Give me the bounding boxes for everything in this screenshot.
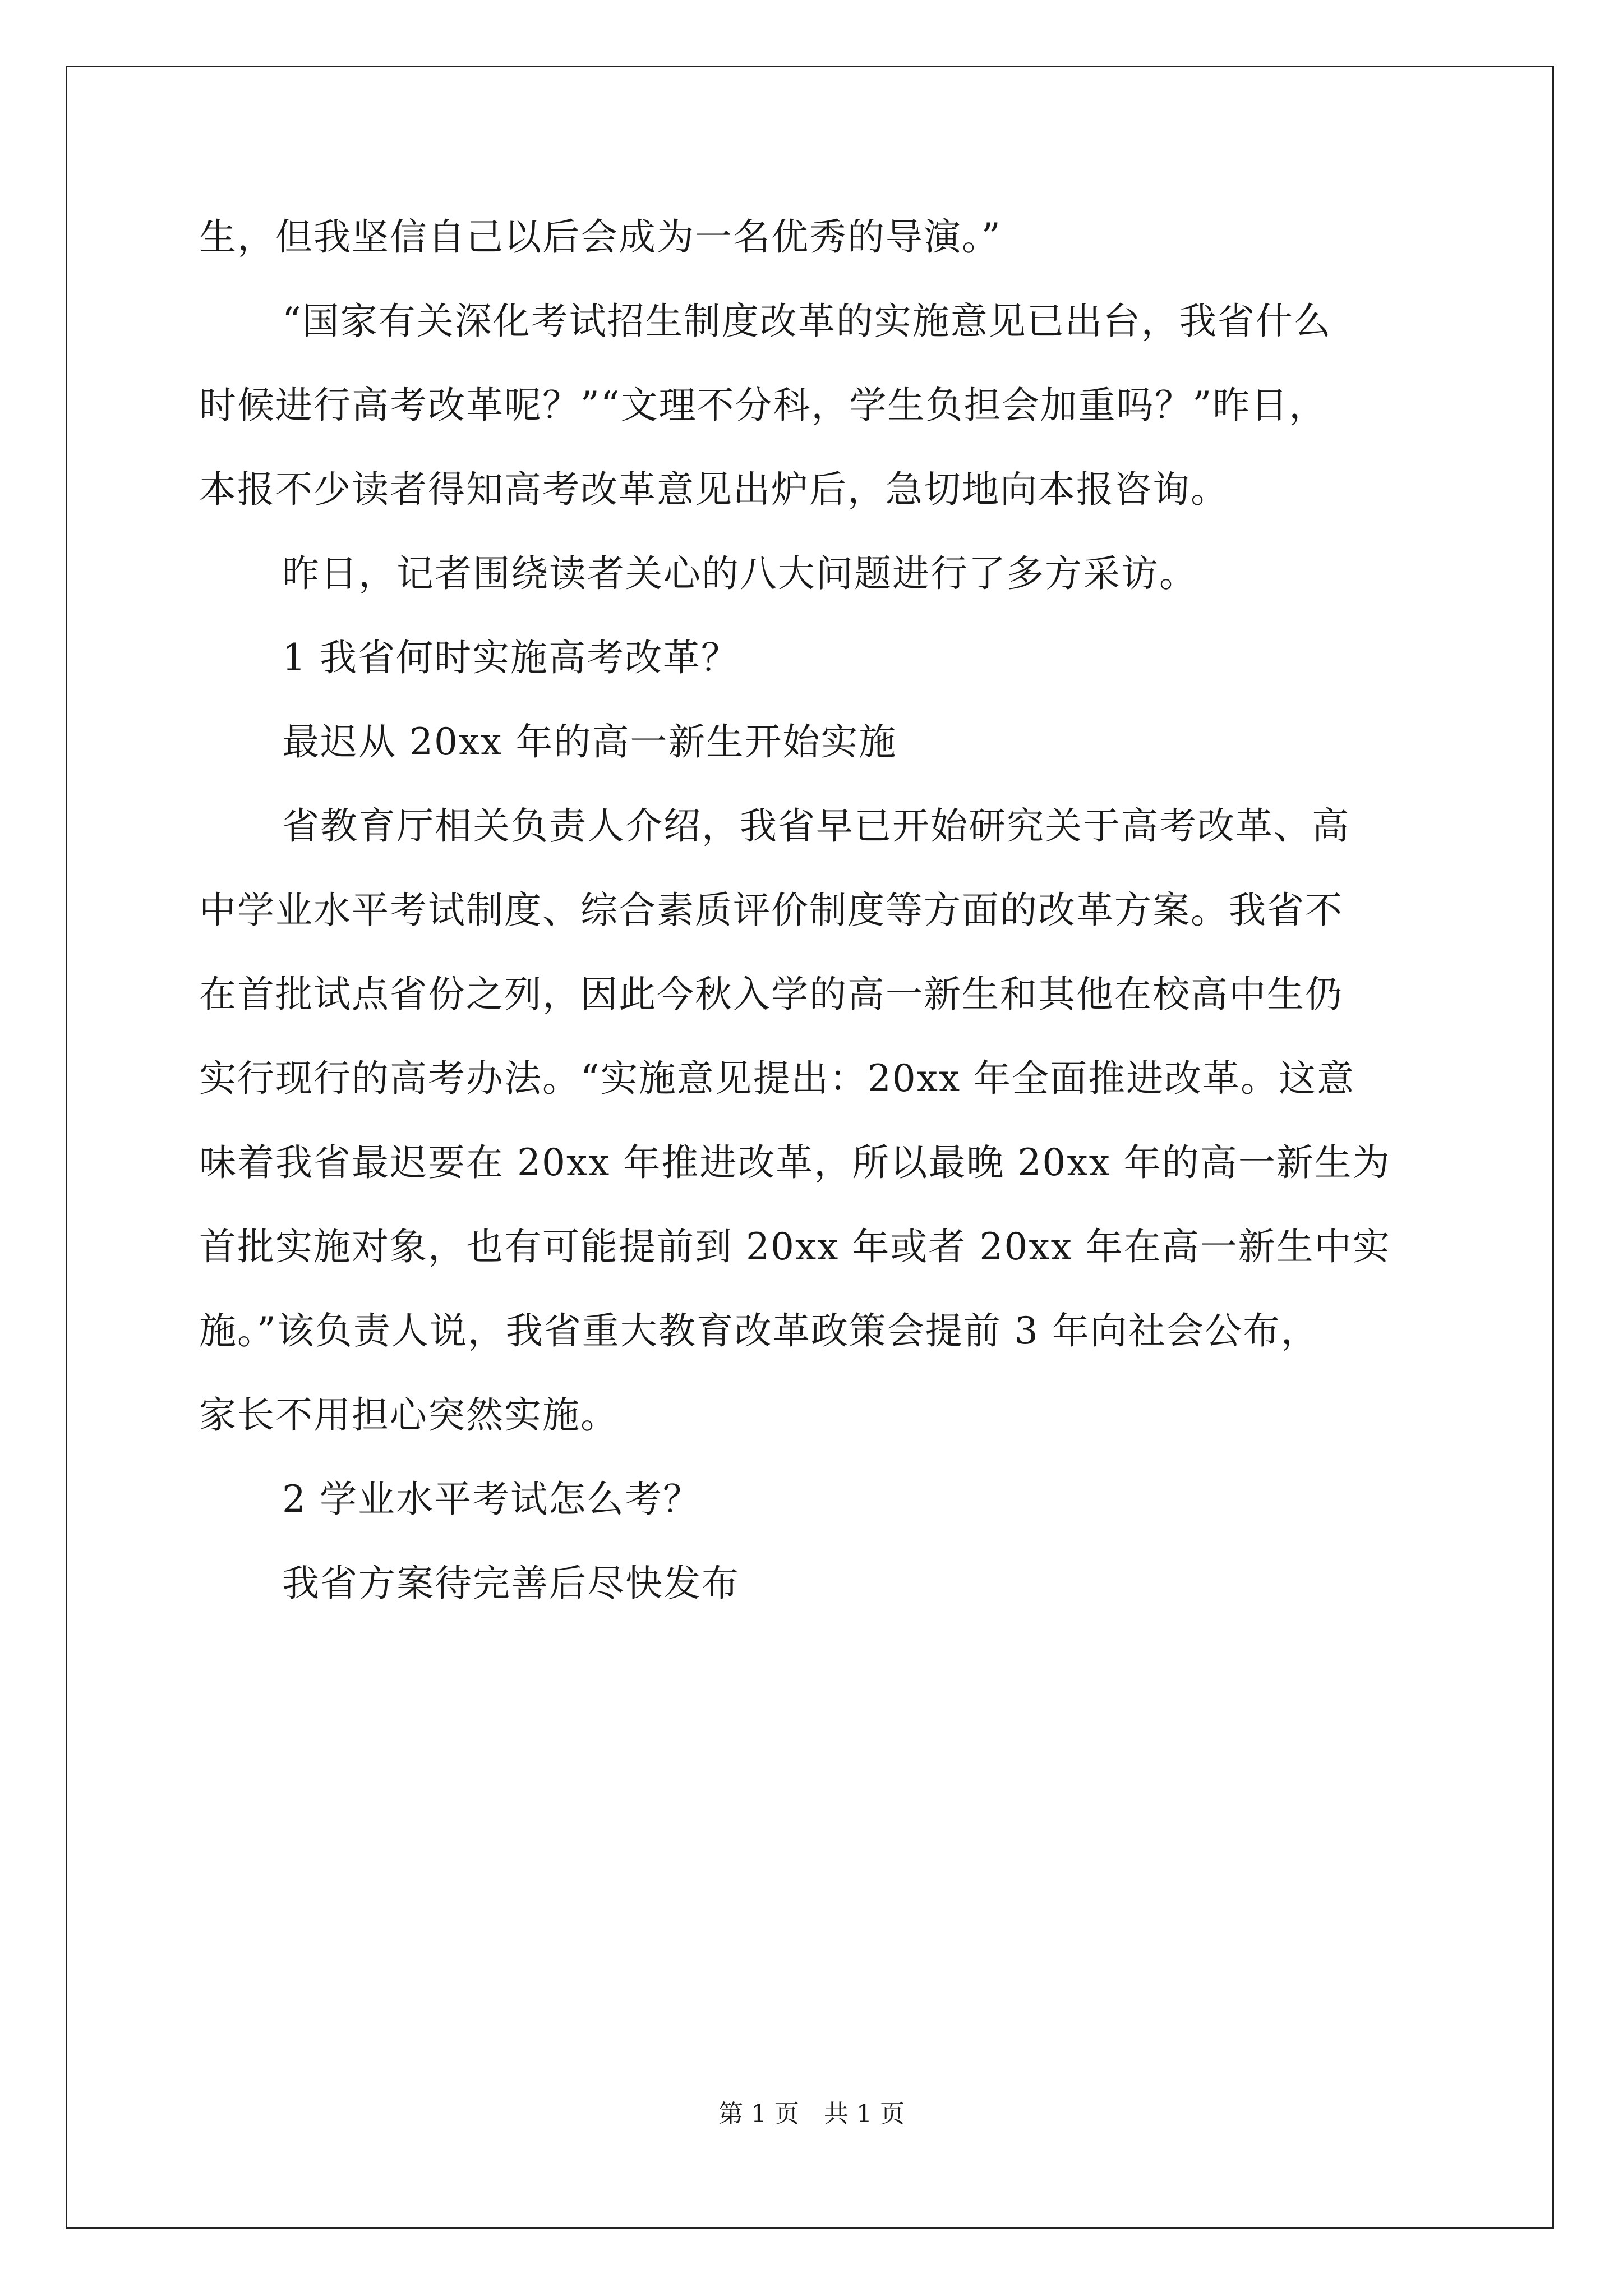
text-line: 实行现行的高考办法。“实施意见提出：20xx 年全面推进改革。这意 — [199, 1057, 1355, 1100]
text-line: 昨日，记者围绕读者关心的八大问题进行了多方采访。 — [282, 552, 1197, 595]
section-subheading: 最迟从 20xx 年的高一新生开始实施 — [282, 720, 897, 763]
text-line: 中学业水平考试制度、综合素质评价制度等方面的改革方案。我省不 — [199, 889, 1343, 932]
document-body — [199, 216, 1433, 1604]
text-line: 省教育厅相关负责人介绍，我省早已开始研究关于高考改革、高 — [282, 804, 1350, 848]
text-line: 施。”该负责人说，我省重大教育改革政策会提前 3 年向社会公布， — [199, 1309, 1319, 1352]
page-number-footer: 第 1 页 共 1 页 — [718, 2100, 905, 2128]
text-line: 本报不少读者得知高考改革意见出炉后，急切地向本报咨询。 — [199, 468, 1229, 511]
text-line: 首批实施对象，也有可能提前到 20xx 年或者 20xx 年在高一新生中实 — [199, 1225, 1391, 1268]
section-heading: 1 我省何时实施高考改革？ — [282, 636, 739, 679]
section-subheading: 我省方案待完善后尽快发布 — [282, 1562, 740, 1605]
text-line: 生，但我坚信自己以后会成为一名优秀的导演。” — [199, 215, 1002, 259]
section-heading: 2 学业水平考试怎么考？ — [282, 1478, 701, 1521]
text-line: 时候进行高考改革呢？”“文理不分科，学生负担会加重吗？”昨日， — [199, 384, 1327, 427]
text-line: 味着我省最迟要在 20xx 年推进改革，所以最晚 20xx 年的高一新生为 — [199, 1141, 1391, 1184]
text-line: 在首批试点省份之列，因此今秋入学的高一新生和其他在校高中生仍 — [199, 973, 1343, 1016]
text-line: 家长不用担心突然实施。 — [199, 1393, 619, 1437]
text-line: “国家有关深化考试招生制度改革的实施意见已出台，我省什么 — [282, 300, 1332, 343]
